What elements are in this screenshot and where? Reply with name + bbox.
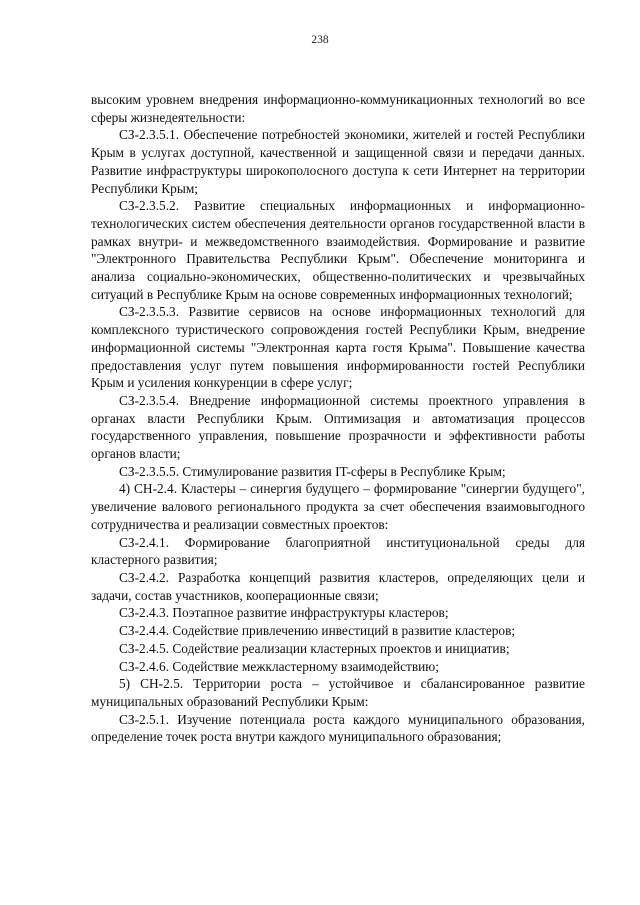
paragraph: СЗ-2.3.5.2. Развитие специальных информационных и информационно-технологических систем обеспечения деятельности органов государственной власти в рамках внутри- и межведомственного взаимодействия. Формирование и развитие "Электронного Правительства Республики Крым". Обеспечение мониторинга и анализа социально-экономических, общественно-политических и чрезвычайных ситуаций в Республике Крым на основе современных информационных технологий; xyxy=(91,198,585,302)
paragraph: СЗ-2.4.2. Разработка концепций развития кластеров, определяющих цели и задачи, состав участников, кооперационные связи; xyxy=(91,569,585,603)
paragraph: СЗ-2.3.5.5. Стимулирование развития IT-сферы в Республике Крым; xyxy=(119,463,506,479)
paragraph: СЗ-2.5.1. Изучение потенциала роста каждого муниципального образования, определение точек роста внутри каждого муниципального образования; xyxy=(91,711,585,745)
paragraph: СЗ-2.4.4. Содействие привлечению инвестиций в развитие кластеров; xyxy=(119,623,516,639)
paragraph: СЗ-2.3.5.4. Внедрение информационной системы проектного управления в органах власти Республики Крым. Оптимизация и автоматизация процессов государственного управления, повышение прозрачности и эффективности работы органов власти; xyxy=(91,392,585,462)
paragraph: 5) СН-2.5. Территории роста – устойчивое и сбалансированное развитие муниципальных образований Республики Крым: xyxy=(91,676,585,709)
paragraph: 4) СН-2.4. Кластеры – синергия будущего – формирование "синергии будущего", увеличение валового регионального продукта за счет обеспечения взаимовыгодного сотрудничества и реализации совместных проектов: xyxy=(91,481,585,532)
paragraph: СЗ-2.4.3. Поэтапное развитие инфраструктуры кластеров; xyxy=(119,605,449,621)
paragraph: СЗ-2.4.1. Формирование благоприятной институциональной среды для кластерного развития; xyxy=(91,534,585,568)
paragraph: СЗ-2.3.5.1. Обеспечение потребностей экономики, жителей и гостей Республики Крым в услугах доступной, качественной и защищенной связи и передачи данных. Развитие инфраструктуры широкополосного доступа к сети Интернет на территории Республики Крым; xyxy=(91,127,585,196)
document-body xyxy=(91,91,585,746)
paragraph: СЗ-2.4.6. Содействие межкластерному взаимодействию; xyxy=(119,658,439,674)
paragraph: СЗ-2.3.5.3. Развитие сервисов на основе информационных технологий для комплексного туристического сопровождения гостей Республики Крым, внедрение информационной системы "Электронная карта гостя Крыма". Повышение качества предоставления услуг путем повышения информированности гостей Республики Крым и усиления конкуренции в сфере услуг; xyxy=(91,304,585,391)
paragraph: СЗ-2.4.5. Содействие реализации кластерных проектов и инициатив; xyxy=(119,640,510,656)
paragraph: высоким уровнем внедрения информационно-коммуникационных технологий во все сферы жизнедеятельности: xyxy=(91,92,585,125)
page-number: 238 xyxy=(311,34,329,46)
